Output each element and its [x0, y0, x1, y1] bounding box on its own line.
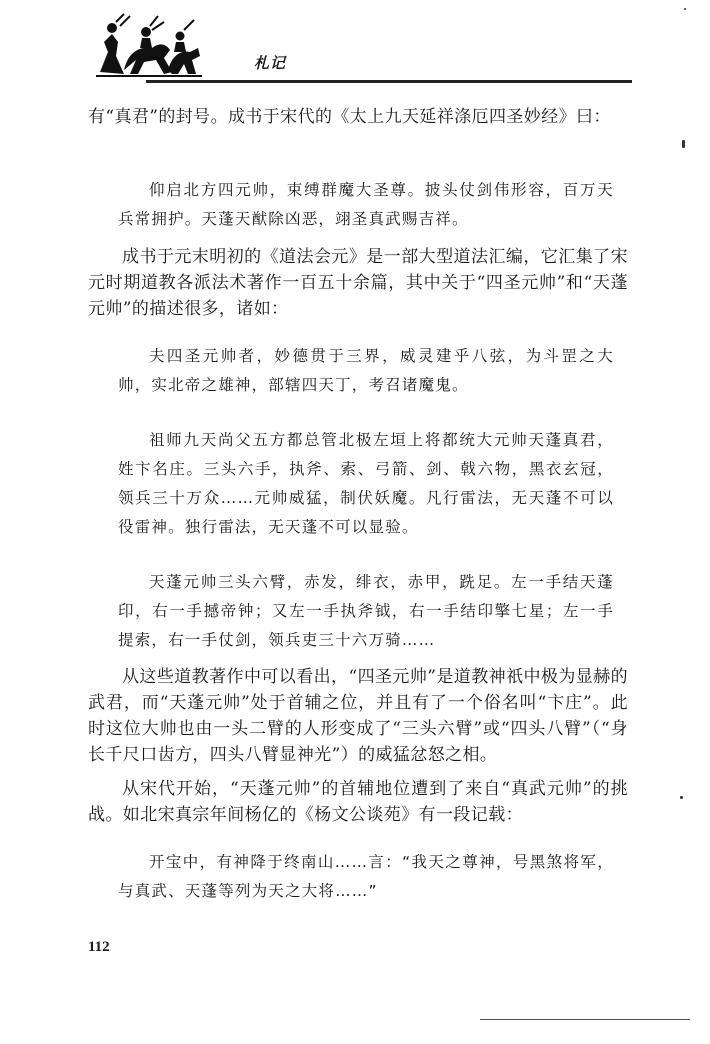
quote-1: 仰启北方四元帅，束缚群魔大圣尊。披头仗剑伟形容，百万天兵常拥护。天蓬天猷除凶恶，翊圣真武赐吉祥。: [118, 181, 614, 228]
quote-2: 夫四圣元帅者，妙德贯于三界，威灵建乎八弦，为斗罡之大帅，实北帝之雄神，部辖四天丁，考召诸魔鬼。: [118, 347, 614, 394]
page-number: 112: [88, 939, 110, 955]
body-paragraph-4: 从宋代开始，“天蓬元帅”的首辅地位遭到了来自“真武元帅”的挑战。如北宋真宗年间杨亿的《杨文公谈苑》有一段记载：: [88, 779, 628, 825]
scan-speck: [684, 8, 686, 10]
footer-rule: [480, 1019, 690, 1020]
riders-woodcut-icon: [94, 12, 204, 78]
body-paragraph-2: 成书于元末明初的《道法会元》是一部大型道法汇编，它汇集了宋元时期道教各派法术著作一百五十余篇，其中关于“四圣元帅”和“天蓬元帅”的描述很多，诸如：: [88, 247, 628, 319]
body-paragraph-3: 从这些道教著作中可以看出，“四圣元帅”是道教神祇中极为显赫的武君，而“天蓬元帅”处于首辅之位，并且有了一个俗名叫“卞庄”。此时这位大帅也由一头二臂的人形变成了“三头六臂”或“四头八臂”（“身长千尺口齿方，四头八臂显神光”）的威猛忿怒之相。: [88, 667, 628, 765]
quote-5: 开宝中，有神降于终南山……言：“我天之尊神，号黑煞将军，与真武、天蓬等列为天之大将……”: [118, 853, 614, 900]
quote-4: 天蓬元帅三头六臂，赤发，绯衣，赤甲，跣足。左一手结天蓬印，右一手撼帝钟；又左一手执斧钺，右一手结印擎七星；左一手提索，右一手仗剑，领兵吏三十六万骑……: [118, 573, 614, 649]
quote-3: 祖师九天尚父五方都总管北极左垣上将都统大元帅天蓬真君，姓卞名庄。三头六手，执斧、索、弓箭、剑、戟六物，黑衣玄冠，领兵三十万众……元帅威猛，制伏妖魔。凡行雷法，无天蓬不可以役雷神。独行雷法，无天蓬不可以显验。: [118, 431, 614, 536]
page-header: [86, 10, 632, 80]
section-title: 札记: [254, 54, 287, 72]
header-rule: [146, 80, 632, 83]
scan-speck: [680, 796, 683, 799]
scan-speck: [682, 140, 685, 148]
body-paragraph-1: 有“真君”的封号。成书于宋代的《太上九天延祥涤厄四圣妙经》曰：: [88, 107, 611, 127]
